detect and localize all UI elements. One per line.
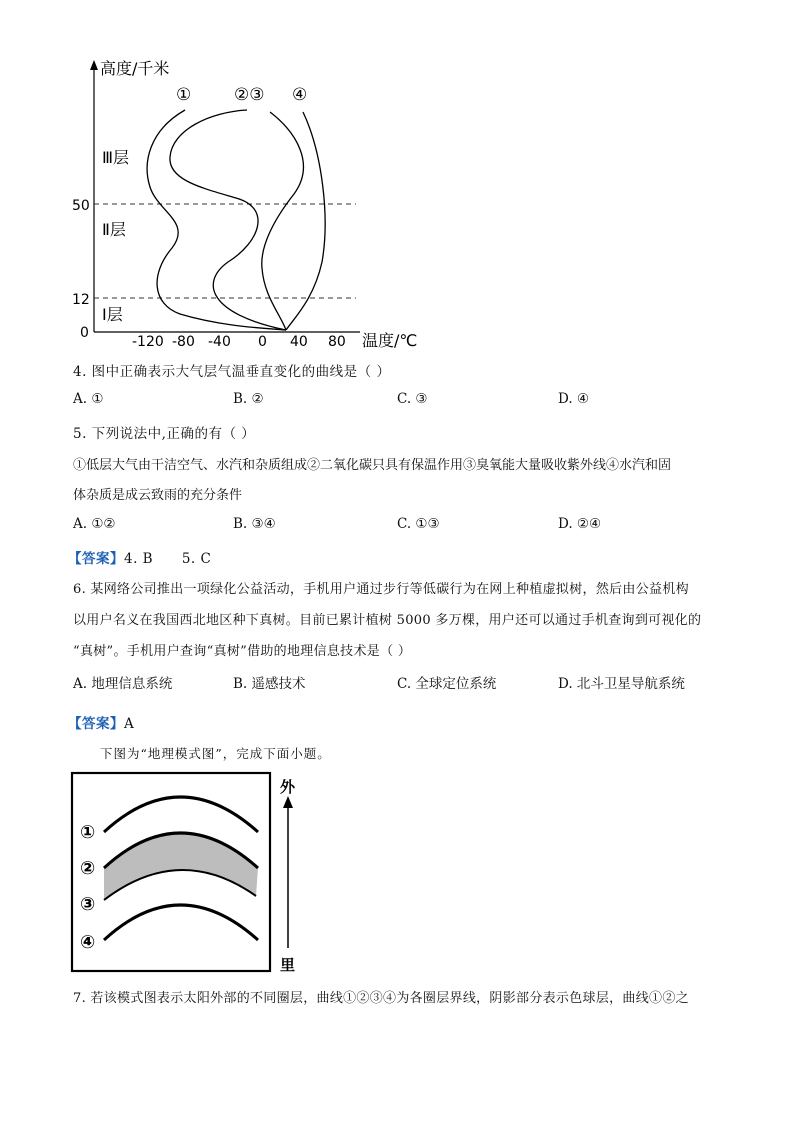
q5-option-b: B. ③④ [233,516,276,532]
outward-arrow-head [283,796,293,808]
answer-6 [68,712,134,732]
q5-option-c: C. ①③ [397,516,440,532]
q6-option-c: C. 全球定位系统 [397,676,497,692]
curve-label-4: ④ [292,85,308,105]
figure2-intro: 下图为“地理模式图”，完成下面小题。 [100,746,331,761]
q7-line1: 7. 若该模式图表示太阳外部的不同圈层，曲线①②③④为各圈层界线，阴影部分表示色球层，曲线①②之 [73,991,689,1006]
model-label-2: ② [80,858,96,879]
answer-tag: 【答案】 [68,716,124,732]
q4-option-a: A. ① [73,391,104,407]
q4-option-d: D. ④ [558,391,590,407]
answer-text: 4. B 5. C [124,551,212,567]
outer-label: 外 [280,778,296,796]
answer-4-5 [68,547,211,567]
q4-stem: 4. 图中正确表示大气层气温垂直变化的曲线是（ ） [73,364,391,380]
x-tick-40: 40 [290,334,308,350]
inner-label: 里 [280,956,296,974]
atmosphere-temperature-figure [60,52,440,352]
layer-3-label: Ⅲ层 [102,148,130,167]
q6-option-d: D. 北斗卫星导航系统 [558,676,685,692]
layer-1-label: Ⅰ层 [102,305,123,324]
x-tick--80: -80 [172,334,195,350]
q5-statements-line1: ①低层大气由干洁空气、水汽和杂质组成②二氧化碳只具有保温作用③臭氧能大量吸收紫外线④水汽和固 [73,458,672,473]
q5-stem: 5. 下列说法中,正确的有（ ） [73,426,256,442]
layer-2-label: Ⅱ层 [102,220,126,239]
curve-4 [286,112,325,330]
model-label-3: ③ [80,894,96,915]
model-label-1: ① [80,822,96,843]
y-axis-arrow [90,60,98,70]
answer-tag: 【答案】 [68,551,124,567]
y-axis-label: 高度/千米 [100,59,170,78]
x-axis-label: 温度/℃ [362,331,418,350]
answer-text: A [124,716,135,732]
y-tick-12: 12 [72,292,90,308]
chromosphere-band [104,833,258,900]
q5-option-d: D. ②④ [558,516,602,532]
model-label-4: ④ [80,932,96,953]
q6-line1: 6. 某网络公司推出一项绿化公益活动，手机用户通过步行等低碳行为在网上种植虚拟树，然后由公益机构 [73,582,689,597]
q5-statements-line2: 体杂质是成云致雨的充分条件 [73,488,243,503]
y-tick-50: 50 [72,198,90,214]
x-tick-0: 0 [258,334,267,350]
curve-3 [262,112,304,330]
q4-option-c: C. ③ [397,391,428,407]
q6-line2: 以用户名义在我国西北地区种下真树。目前已累计植树 5000 多万棵，用户还可以通过手机查询到可视化的 [73,613,702,628]
geographic-model-figure [68,770,308,980]
curve-label-23: ②③ [234,85,265,105]
q6-option-b: B. 遥感技术 [233,676,306,692]
curve-4 [104,905,258,940]
curve-2 [170,110,286,330]
q5-option-a: A. ①② [73,516,116,532]
q6-line3: “真树”。手机用户查询“真树”借助的地理信息技术是（ ） [73,644,412,659]
y-tick-0: 0 [80,325,89,341]
x-tick-80: 80 [328,334,346,350]
q4-option-b: B. ② [233,391,264,407]
q6-option-a: A. 地理信息系统 [73,676,173,692]
curve-1 [104,797,258,832]
x-tick--120: -120 [132,334,164,350]
x-tick--40: -40 [208,334,231,350]
curve-label-1: ① [176,85,192,105]
